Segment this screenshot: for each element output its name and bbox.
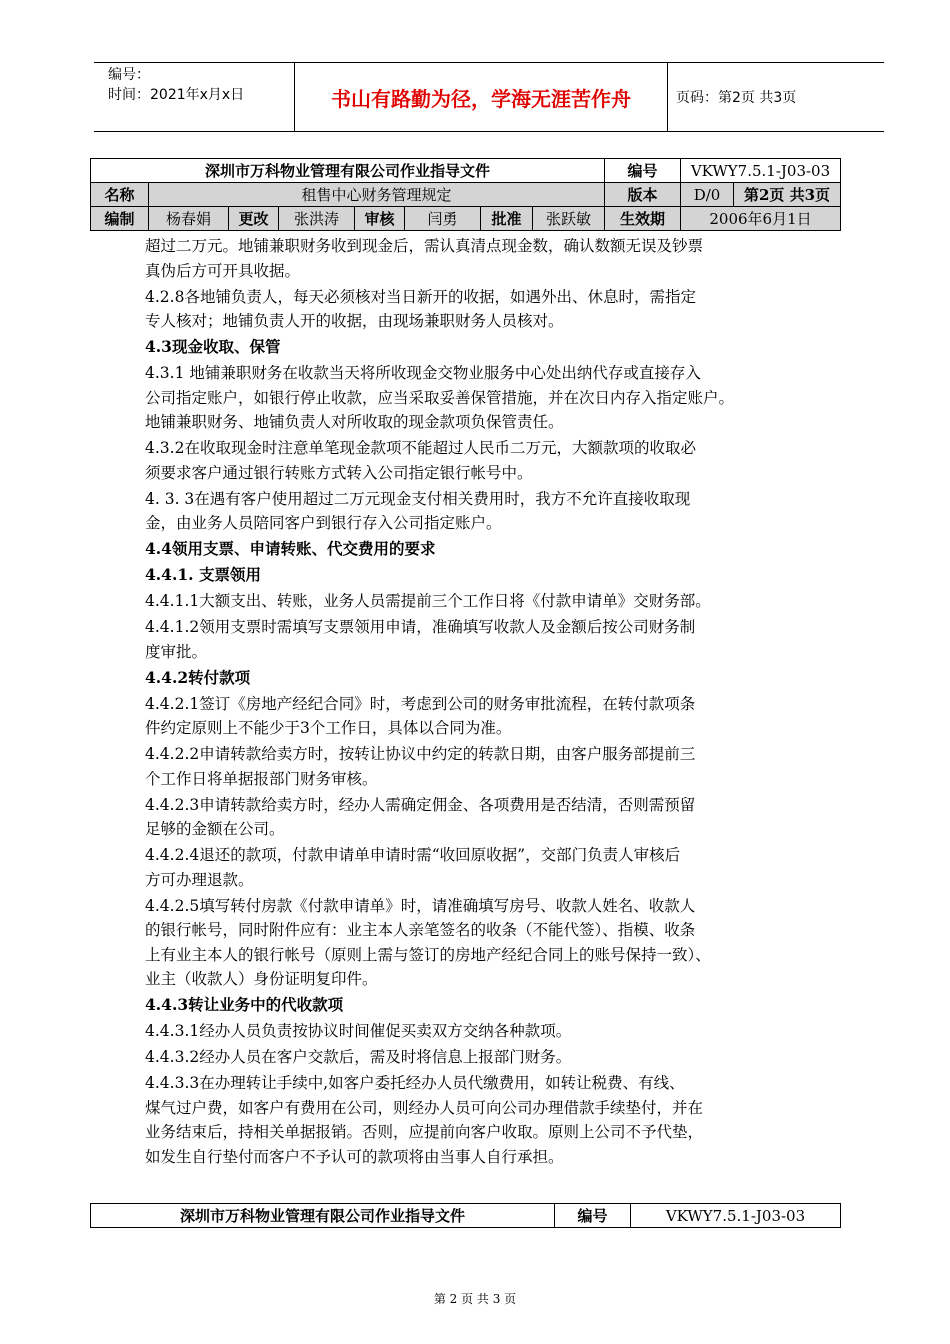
body-line: 4.4.2.4退还的款项，付款申请单申请时需“收回原收据”，交部门负责人审核后 — [145, 846, 681, 864]
body-line: 足够的金额在公司。 — [145, 820, 285, 838]
body-line: 地铺兼职财务、地铺负责人对所收取的现金款项负保管责任。 — [145, 413, 564, 431]
body-line: 金，由业务人员陪同客户到银行存入公司指定账户。 — [145, 514, 502, 532]
company-name: 深圳市万科物业管理有限公司作业指导文件 — [91, 159, 605, 183]
version-value: D/0 — [681, 183, 734, 206]
page-code: 页码：第2页 共3页 — [676, 90, 797, 106]
code-label: 编号 — [605, 159, 681, 183]
body-line: 4.4.1.1大额支出、转账，业务人员需提前三个工作日将《付款申请单》交财务部。 — [145, 592, 711, 610]
body-line: 4.2.8各地铺负责人，每天必须核对当日新开的收据，如遇外出、休息时，需指定 — [145, 287, 696, 306]
subsection-heading: 4.4.1. 支票领用 — [145, 565, 261, 584]
body-line: 4.4.2.5填写转付房款《付款申请单》时，请准确填写房号、收款人姓名、收款人 — [145, 896, 696, 915]
reviewer-name: 闫勇 — [405, 207, 481, 231]
effective-label: 生效期 — [605, 207, 681, 231]
author-name: 杨春娟 — [149, 207, 229, 231]
footer-code-value: VKWY7.5.1-J03-03 — [631, 1204, 841, 1228]
top-header — [94, 62, 884, 132]
body-line: 4. 3. 3在遇有客户使用超过二万元现金支付相关费用时，我方不允许直接收取现 — [145, 489, 691, 508]
body-line: 业务结束后，持相关单据报销。否则，应提前向客户收取。原则上公司不予代垫， — [145, 1123, 704, 1141]
body-line: 4.4.3.2经办人员在客户交款后，需及时将信息上报部门财务。 — [145, 1048, 572, 1066]
name-label: 名称 — [91, 183, 149, 207]
body-line: 4.3.1 地铺兼职财务在收款当天将所收现金交物业服务中心处出纳代存或直接存入 — [145, 364, 701, 382]
body-line: 件约定原则上不能少于3个工作日，具体以合同为准。 — [145, 719, 512, 737]
body-line: 4.4.1.2领用支票时需填写支票领用申请，准确填写收款人及金额后按公司财务制 — [145, 618, 696, 636]
page-number: 第 2 页 共 3 页 — [433, 1292, 517, 1306]
body-line: 4.3.2在收取现金时注意单笔现金款项不能超过人民币二万元，大额款项的收取必 — [145, 439, 696, 457]
approve-label: 批准 — [481, 207, 533, 231]
body-line: 4.4.2.1签订《房地产经纪合同》时，考虑到公司的财务审批流程，在转付款项条 — [145, 694, 696, 713]
body-line: 公司指定账户，如银行停止收款，应当采取妥善保管措施，并在次日内存入指定账户。 — [145, 388, 735, 407]
change-label: 更改 — [229, 207, 279, 231]
document-body — [145, 234, 845, 1169]
version-cell — [681, 183, 841, 207]
body-line: 的银行帐号，同时附件应有：业主本人亲笔签名的收条（不能代签）、指模、收条 — [145, 921, 696, 939]
effective-date: 2006年6月1日 — [681, 207, 841, 231]
top-left-info — [108, 65, 244, 105]
footer-company-name: 深圳市万科物业管理有限公司作业指导文件 — [91, 1204, 555, 1228]
body-line: 煤气过户费，如客户有费用在公司，则经办人员可向公司办理借款手续垫付，并在 — [145, 1098, 704, 1117]
page-info: 第2页 共3页 — [743, 186, 831, 204]
body-line: 上有业主本人的银行帐号（原则上需与签订的房地产经纪合同上的账号保持一致）、 — [145, 945, 711, 964]
body-line: 方可办理退款。 — [145, 870, 254, 889]
section-heading: 4.3现金收取、保管 — [145, 337, 281, 356]
document-info-table — [90, 158, 841, 231]
body-line: 须要求客户通过银行转账方式转入公司指定银行帐号中。 — [145, 463, 533, 482]
body-line: 4.4.3.3在办理转让手续中,如客户委托经办人员代缴费用，如转让税费、有线、 — [145, 1074, 685, 1092]
body-line: 4.4.2.2申请转款给卖方时，按转让协议中约定的转款日期，由客户服务部提前三 — [145, 745, 696, 763]
subsection-heading: 4.4.3转让业务中的代收款项 — [145, 995, 344, 1014]
time-label: 时间：2021年x月x日 — [108, 87, 245, 103]
number-label: 编号： — [108, 67, 150, 83]
body-line: 个工作日将单据报部门财务审核。 — [145, 769, 378, 788]
body-line: 度审批。 — [145, 642, 208, 661]
version-label: 版本 — [605, 183, 681, 207]
motto: 书山有路勤为径，学海无涯苦作舟 — [294, 63, 668, 131]
footer-info-table — [90, 1203, 841, 1228]
body-line: 如发生自行垫付而客户不予认可的款项将由当事人自行承担。 — [145, 1147, 564, 1166]
body-line: 专人核对；地铺负责人开的收据，由现场兼职财务人员核对。 — [145, 312, 564, 330]
body-line: 4.4.2.3申请转款给卖方时，经办人需确定佣金、各项费用是否结清，否则需预留 — [145, 795, 696, 814]
body-line: 真伪后方可开具收据。 — [145, 261, 301, 280]
author-label: 编制 — [91, 207, 149, 231]
subsection-heading: 4.4.2转付款项 — [145, 667, 251, 687]
body-line: 超过二万元。地铺兼职财务收到现金后，需认真清点现金数，确认数额无误及钞票 — [145, 237, 704, 255]
footer-code-label: 编号 — [555, 1204, 631, 1228]
section-heading: 4.4领用支票、申请转账、代交费用的要求 — [145, 539, 436, 558]
name-value: 租售中心财务管理规定 — [149, 183, 605, 207]
code-value: VKWY7.5.1-J03-03 — [681, 159, 841, 183]
body-line: 业主（收款人）身份证明复印件。 — [145, 970, 378, 988]
approver-name: 张跃敏 — [533, 207, 605, 231]
review-label: 审核 — [355, 207, 405, 231]
changer-name: 张洪涛 — [279, 207, 355, 231]
body-line: 4.4.3.1经办人员负责按协议时间催促买卖双方交纳各种款项。 — [145, 1022, 572, 1040]
